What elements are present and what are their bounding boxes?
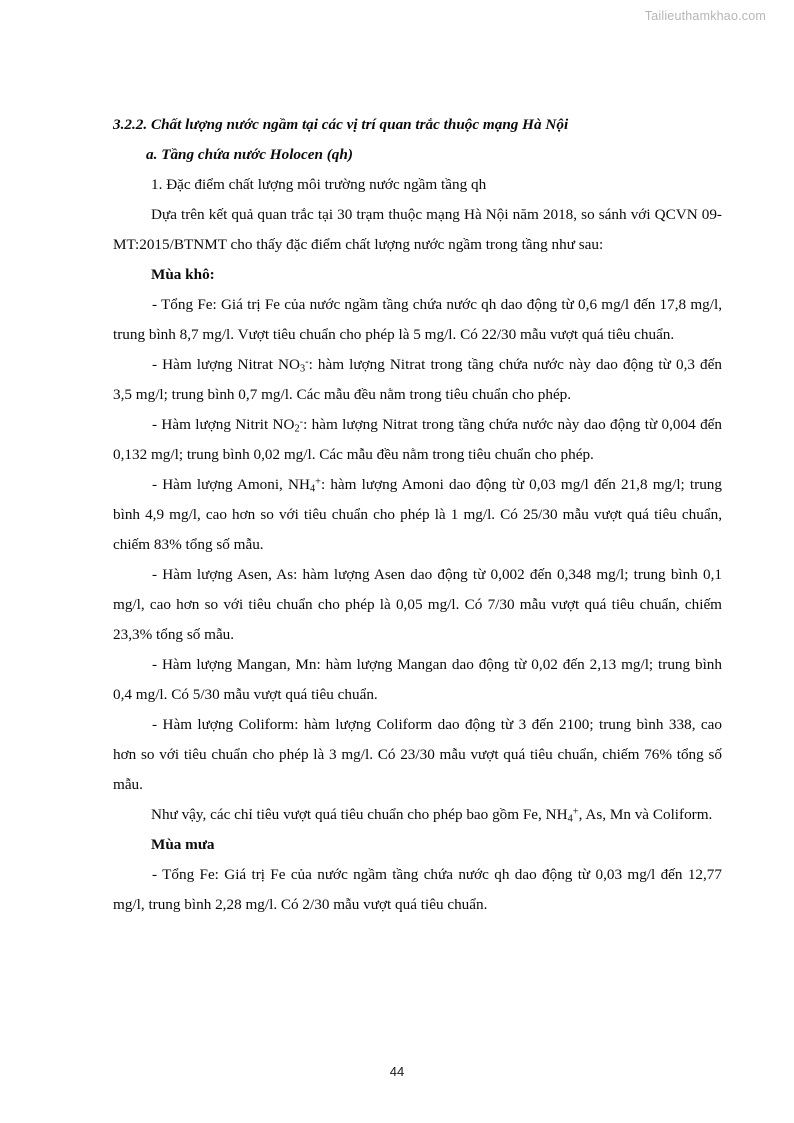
paragraph-coliform: - Hàm lượng Coliform: hàm lượng Coliform dao động từ 3 đến 2100; trung bình 338, cao hơn so với tiêu chuẩn cho phép là 3 mg/l. Có 23/30 mẫu vượt quá tiêu chuẩn, chiếm 76% tổng số mẫu. bbox=[113, 716, 722, 793]
amoni-subscript: 4 bbox=[309, 483, 316, 495]
summary-text-post: , As, Mn và Coliform. bbox=[578, 806, 713, 823]
dry-season-label: Mùa khô: bbox=[151, 266, 215, 283]
watermark-text: Tailieuthamkhao.com bbox=[644, 9, 766, 23]
paragraph-total-fe-dry: - Tổng Fe: Giá trị Fe của nước ngầm tầng chứa nước qh dao động từ 0,6 mg/l đến 17,8 mg/l, trung bình 8,7 mg/l. Vượt tiêu chuẩn cho phép là 5 mg/l. Có 22/30 mẫu vượt quá tiêu chuẩn. bbox=[113, 296, 722, 343]
item-heading: 1. Đặc điểm chất lượng môi trường nước ngầm tầng qh bbox=[151, 176, 487, 193]
section-heading: 3.2.2. Chất lượng nước ngầm tại các vị trí quan trắc thuộc mạng Hà Nội bbox=[113, 116, 569, 133]
nitrit-text-post: : hàm lượng Nitrat trong tầng chứa nước này dao động từ 0,004 đến 0,132 mg/l; trung bình 0,02 mg/l. Các mẫu đều nằm trong tiêu chuẩn cho phép. bbox=[113, 416, 722, 463]
intro-paragraph: Dựa trên kết quả quan trắc tại 30 trạm thuộc mạng Hà Nội năm 2018, so sánh với QCVN 09-MT:2015/BTNMT cho thấy đặc điểm chất lượng nước ngầm trong tầng như sau: bbox=[113, 206, 722, 253]
nitrat-subscript: 3 bbox=[299, 363, 306, 375]
summary-subscript: 4 bbox=[567, 813, 573, 825]
amoni-text-pre: - Hàm lượng Amoni, NH bbox=[152, 476, 310, 493]
nitrat-text-pre: - Hàm lượng Nitrat NO bbox=[152, 356, 300, 373]
paragraph-nitrat bbox=[113, 350, 722, 410]
summary-superscript: + bbox=[572, 806, 579, 818]
nitrit-superscript: - bbox=[299, 416, 304, 428]
paragraph-nitrit bbox=[113, 410, 722, 470]
nitrit-subscript: 2 bbox=[294, 423, 300, 435]
sub-heading: a. Tầng chứa nước Holocen (qh) bbox=[146, 146, 353, 163]
paragraph-total-fe-rainy: - Tổng Fe: Giá trị Fe của nước ngầm tầng chứa nước qh dao động từ 0,03 mg/l đến 12,77 mg/l, trung bình 2,28 mg/l. Có 2/30 mẫu vượt quá tiêu chuẩn. bbox=[113, 866, 722, 913]
paragraph-summary bbox=[113, 800, 722, 830]
paragraph-mangan: - Hàm lượng Mangan, Mn: hàm lượng Mangan dao động từ 0,02 đến 2,13 mg/l; trung bình 0,4 mg/l. Có 5/30 mẫu vượt quá tiêu chuẩn. bbox=[113, 656, 722, 703]
nitrat-superscript: - bbox=[305, 356, 309, 368]
page-number: 44 bbox=[389, 1064, 405, 1079]
amoni-text-post: : hàm lượng Amoni dao động từ 0,03 mg/l đến 21,8 mg/l; trung bình 4,9 mg/l, cao hơn so với tiêu chuẩn cho phép là 1 mg/l. Có 25/30 mẫu vượt quá tiêu chuẩn, chiếm 83% tổng số mẫu. bbox=[113, 476, 722, 553]
nitrat-text-post: : hàm lượng Nitrat trong tầng chứa nước này dao động từ 0,3 đến 3,5 mg/l; trung bình 0,7 mg/l. Các mẫu đều nằm trong tiêu chuẩn cho phép. bbox=[113, 356, 722, 403]
rainy-season-label: Mùa mưa bbox=[151, 836, 215, 853]
document-body bbox=[113, 110, 722, 920]
summary-text-pre: Như vậy, các chỉ tiêu vượt quá tiêu chuẩn cho phép bao gồm Fe, NH bbox=[151, 806, 568, 823]
paragraph-amoni bbox=[113, 470, 722, 560]
paragraph-asen: - Hàm lượng Asen, As: hàm lượng Asen dao động từ 0,002 đến 0,348 mg/l; trung bình 0,1 mg/l, cao hơn so với tiêu chuẩn cho phép là 0,05 mg/l. Có 7/30 mẫu vượt quá tiêu chuẩn, chiếm 23,3% tổng số mẫu. bbox=[113, 566, 722, 643]
amoni-superscript: + bbox=[315, 476, 321, 488]
nitrit-text-pre: - Hàm lượng Nitrit NO bbox=[152, 416, 295, 433]
